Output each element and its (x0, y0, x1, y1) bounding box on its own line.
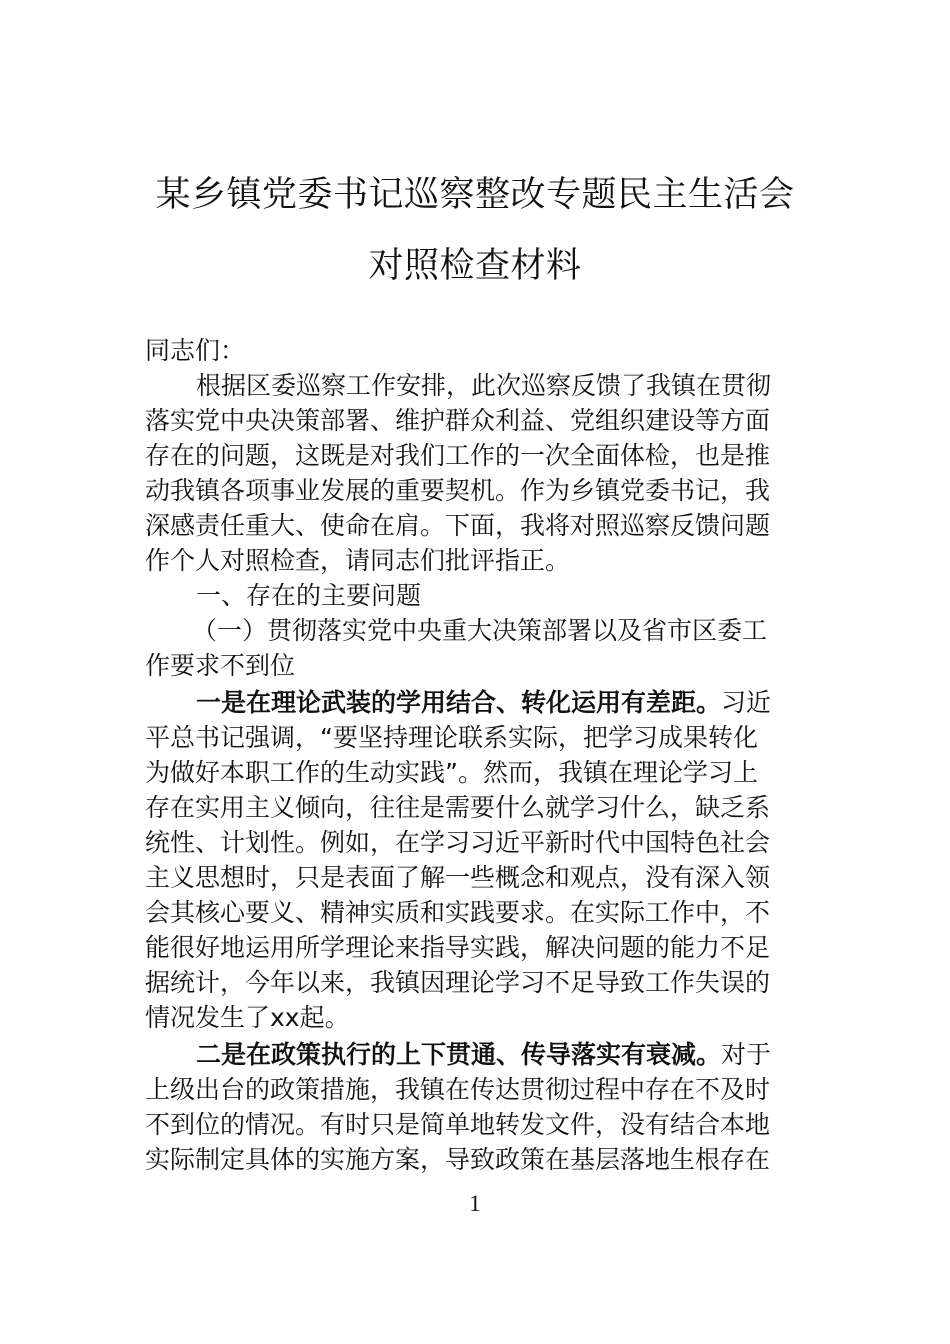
section-heading: 一、存在的主要问题 (196, 581, 422, 610)
subsection-heading-line: （一）贯彻落实党中央重大决策部署以及省市区委工 (192, 616, 768, 645)
point-1-line: 主义思想时，只是表面了解一些概念和观点，没有深入领 (145, 863, 771, 892)
intro-line: 动我镇各项事业发展的重要契机。作为乡镇党委书记，我 (145, 476, 771, 505)
intro-line: 深感责任重大、使命在肩。下面，我将对照巡察反馈问题 (145, 511, 771, 540)
point-2-line: 不到位的情况。有时只是简单地转发文件，没有结合本地 (145, 1110, 771, 1139)
document-title-line-2: 对照检查材料 (368, 246, 582, 286)
point-2-line: 实际制定具体的实施方案，导致政策在基层落地生根存在 (145, 1145, 771, 1174)
intro-line: 根据区委巡察工作安排，此次巡察反馈了我镇在贯彻 (196, 371, 772, 400)
point-2-first-line (145, 1037, 808, 1072)
document-title-line-1: 某乡镇党委书记巡察整改专题民主生活会 (155, 175, 795, 215)
point-1-lead: 一是在理论武装的学用结合、转化运用有差距。 (196, 688, 722, 717)
point-1-line: 情况发生了xx起。 (145, 1003, 350, 1032)
page-number: 1 (469, 1191, 481, 1216)
point-1-line: 存在实用主义倾向，往往是需要什么就学习什么，缺乏系 (145, 793, 771, 822)
salutation: 同志们： (145, 336, 246, 365)
point-2-first-line-rest: 对于 (721, 1040, 772, 1069)
subsection-heading-line: 作要求不到位 (145, 651, 296, 680)
intro-line: 作个人对照检查，请同志们批评指正。 (145, 546, 571, 575)
point-1-line: 据统计，今年以来，我镇因理论学习不足导致工作失误的 (145, 968, 771, 997)
point-1-first-line (145, 685, 808, 720)
point-1-line: 能很好地运用所学理论来指导实践，解决问题的能力不足 (145, 933, 771, 962)
document-body (145, 333, 808, 1177)
point-2-lead: 二是在政策执行的上下贯通、传导落实有衰减。 (196, 1040, 722, 1069)
point-2-line: 上级出台的政策措施，我镇在传达贯彻过程中存在不及时 (145, 1075, 771, 1104)
point-1-first-line-rest: 习近 (721, 688, 772, 717)
point-1-line: 为做好本职工作的生动实践”。然而，我镇在理论学习上 (145, 758, 758, 787)
intro-line: 存在的问题，这既是对我们工作的一次全面体检，也是推 (145, 441, 771, 470)
point-1-line: 统性、计划性。例如，在学习习近平新时代中国特色社会 (145, 828, 771, 857)
point-1-line: 会其核心要义、精神实质和实践要求。在实际工作中，不 (145, 898, 771, 927)
intro-line: 落实党中央决策部署、维护群众利益、党组织建设等方面 (145, 406, 771, 435)
point-1-line: 平总书记强调，“要坚持理论联系实际，把学习成果转化 (145, 723, 758, 752)
